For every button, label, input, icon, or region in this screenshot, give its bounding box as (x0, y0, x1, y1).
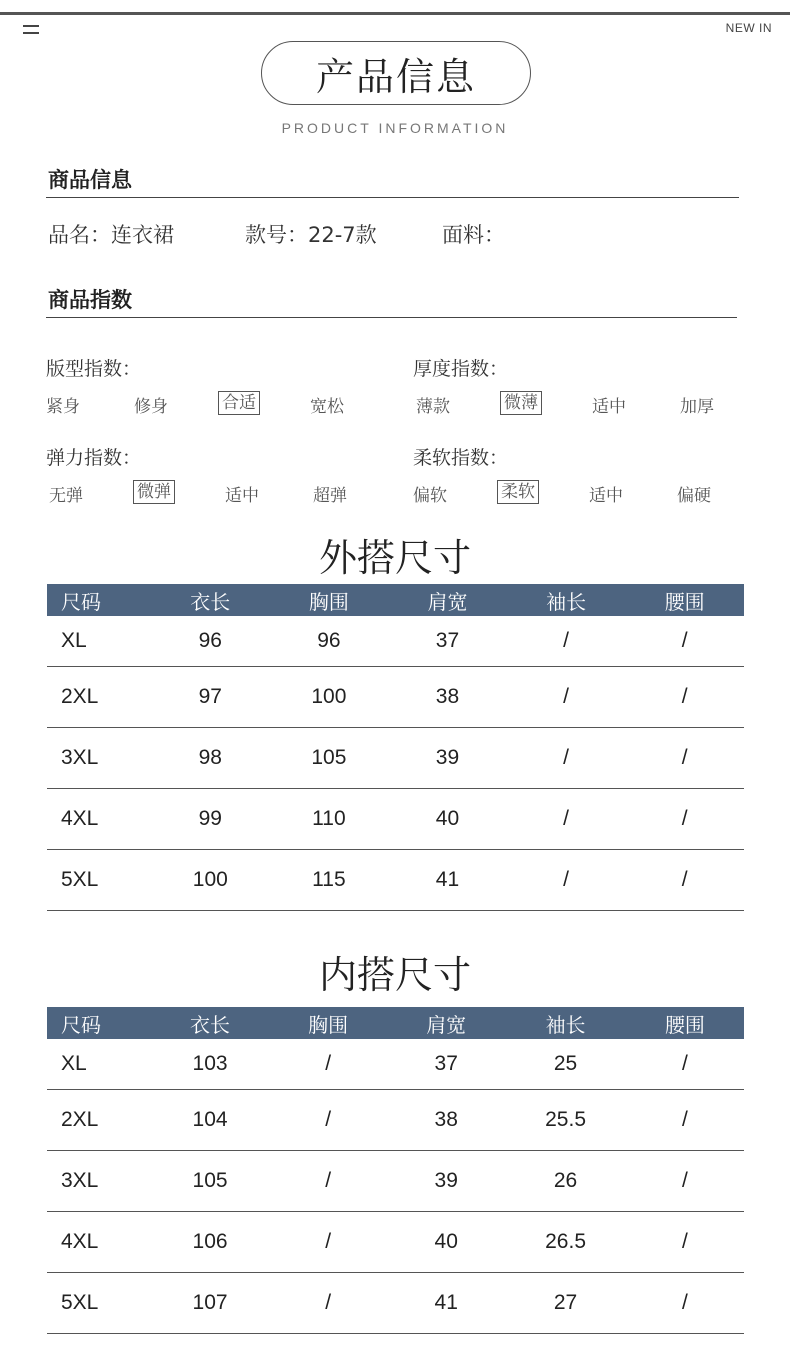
table-row (47, 728, 744, 789)
table-cell: / (625, 616, 744, 667)
col-header: 衣长 (151, 1007, 269, 1039)
table-header-row (47, 1007, 744, 1039)
table-row (47, 1273, 744, 1334)
fit-index-label: 版型指数： (46, 358, 142, 380)
table-row (47, 1151, 744, 1212)
table-cell: 26.5 (505, 1212, 626, 1273)
indices-divider (46, 317, 737, 318)
elasticity-option: 适中 (225, 486, 259, 506)
col-header: 胸围 (270, 584, 389, 616)
table-cell: / (269, 1039, 387, 1090)
table-cell: / (507, 616, 626, 667)
table-cell: 103 (151, 1039, 269, 1090)
new-in-badge: NEW IN (725, 21, 772, 35)
thickness-option: 适中 (592, 397, 626, 417)
table-cell: / (269, 1151, 387, 1212)
elasticity-option: 无弹 (49, 486, 83, 506)
table-cell: 115 (270, 850, 389, 911)
col-header: 腰围 (626, 1007, 744, 1039)
table-cell: 38 (387, 1090, 505, 1151)
table-cell: 41 (388, 850, 507, 911)
table-cell: / (507, 789, 626, 850)
thickness-option: 加厚 (680, 397, 714, 417)
table-cell: 27 (505, 1273, 626, 1334)
table-cell: 96 (270, 616, 389, 667)
table-cell: / (269, 1273, 387, 1334)
product-name: 品名：连衣裙 (48, 223, 174, 247)
table-row (47, 789, 744, 850)
table-cell: 40 (388, 789, 507, 850)
table-cell: 100 (151, 850, 270, 911)
table-row (47, 850, 744, 911)
col-header: 腰围 (625, 584, 744, 616)
thickness-option-selected: 微薄 (500, 391, 542, 415)
table-cell: XL (47, 616, 151, 667)
table-row (47, 1090, 744, 1151)
table-cell: 2XL (47, 667, 151, 728)
table-cell: 104 (151, 1090, 269, 1151)
table-cell: 39 (388, 728, 507, 789)
table-cell: 107 (151, 1273, 269, 1334)
table-cell: 3XL (47, 728, 151, 789)
col-header: 袖长 (507, 584, 626, 616)
softness-index-label: 柔软指数： (413, 447, 509, 469)
table-cell: 40 (387, 1212, 505, 1273)
softness-option: 偏硬 (677, 486, 711, 506)
page-subtitle: PRODUCT INFORMATION (281, 120, 509, 136)
thickness-option: 薄款 (416, 397, 450, 417)
softness-option: 适中 (589, 486, 623, 506)
outer-size-title: 外搭尺寸 (318, 536, 471, 580)
table-cell: 99 (151, 789, 270, 850)
table-cell: 106 (151, 1212, 269, 1273)
table-cell: / (507, 728, 626, 789)
table-row (47, 667, 744, 728)
inner-size-title: 内搭尺寸 (318, 953, 471, 997)
menu-icon[interactable] (23, 25, 39, 36)
outer-size-table (47, 584, 744, 911)
table-cell: 3XL (47, 1151, 151, 1212)
table-cell: 105 (151, 1151, 269, 1212)
table-cell: / (625, 667, 744, 728)
table-cell: 105 (270, 728, 389, 789)
fit-option: 紧身 (46, 397, 80, 417)
table-cell: / (507, 667, 626, 728)
elasticity-index-label: 弹力指数： (46, 447, 142, 469)
col-header: 尺码 (47, 584, 151, 616)
table-cell: / (269, 1212, 387, 1273)
table-cell: 37 (387, 1039, 505, 1090)
softness-option-selected: 柔软 (497, 480, 539, 504)
table-cell: 38 (388, 667, 507, 728)
table-cell: / (625, 850, 744, 911)
table-cell: 5XL (47, 1273, 151, 1334)
col-header: 衣长 (151, 584, 270, 616)
fit-option-selected: 合适 (218, 391, 260, 415)
table-cell: 98 (151, 728, 270, 789)
table-header-row (47, 584, 744, 616)
table-cell: / (269, 1090, 387, 1151)
table-cell: 2XL (47, 1090, 151, 1151)
table-cell: 39 (387, 1151, 505, 1212)
table-cell: / (626, 1090, 744, 1151)
table-cell: / (626, 1212, 744, 1273)
table-cell: 25 (505, 1039, 626, 1090)
table-cell: 100 (270, 667, 389, 728)
col-header: 肩宽 (387, 1007, 505, 1039)
table-cell: 37 (388, 616, 507, 667)
col-header: 胸围 (269, 1007, 387, 1039)
table-cell: 41 (387, 1273, 505, 1334)
table-cell: / (625, 728, 744, 789)
col-header: 肩宽 (388, 584, 507, 616)
fit-option: 宽松 (310, 397, 344, 417)
fabric: 面料： (442, 223, 505, 247)
table-cell: 4XL (47, 1212, 151, 1273)
table-cell: XL (47, 1039, 151, 1090)
softness-option: 偏软 (413, 486, 447, 506)
col-header: 尺码 (47, 1007, 151, 1039)
elasticity-option: 超弹 (313, 486, 347, 506)
table-cell: / (625, 789, 744, 850)
inner-size-table (47, 1007, 744, 1334)
thickness-index-label: 厚度指数： (413, 358, 509, 380)
col-header: 袖长 (505, 1007, 626, 1039)
table-cell: 97 (151, 667, 270, 728)
table-row (47, 1039, 744, 1090)
indices-heading: 商品指数 (48, 288, 132, 312)
fit-option: 修身 (134, 397, 168, 417)
page-title: 产品信息 (261, 41, 531, 105)
style-number: 款号：22-7款 (245, 223, 377, 247)
table-row (47, 616, 744, 667)
table-cell: 96 (151, 616, 270, 667)
table-cell: / (626, 1151, 744, 1212)
table-row (47, 1212, 744, 1273)
table-cell: / (626, 1039, 744, 1090)
table-cell: 4XL (47, 789, 151, 850)
top-divider (0, 12, 790, 15)
table-cell: 110 (270, 789, 389, 850)
table-cell: / (626, 1273, 744, 1334)
goods-info-divider (46, 197, 739, 198)
goods-info-heading: 商品信息 (48, 168, 132, 192)
table-cell: / (507, 850, 626, 911)
table-cell: 25.5 (505, 1090, 626, 1151)
elasticity-option-selected: 微弹 (133, 480, 175, 504)
table-cell: 26 (505, 1151, 626, 1212)
table-cell: 5XL (47, 850, 151, 911)
